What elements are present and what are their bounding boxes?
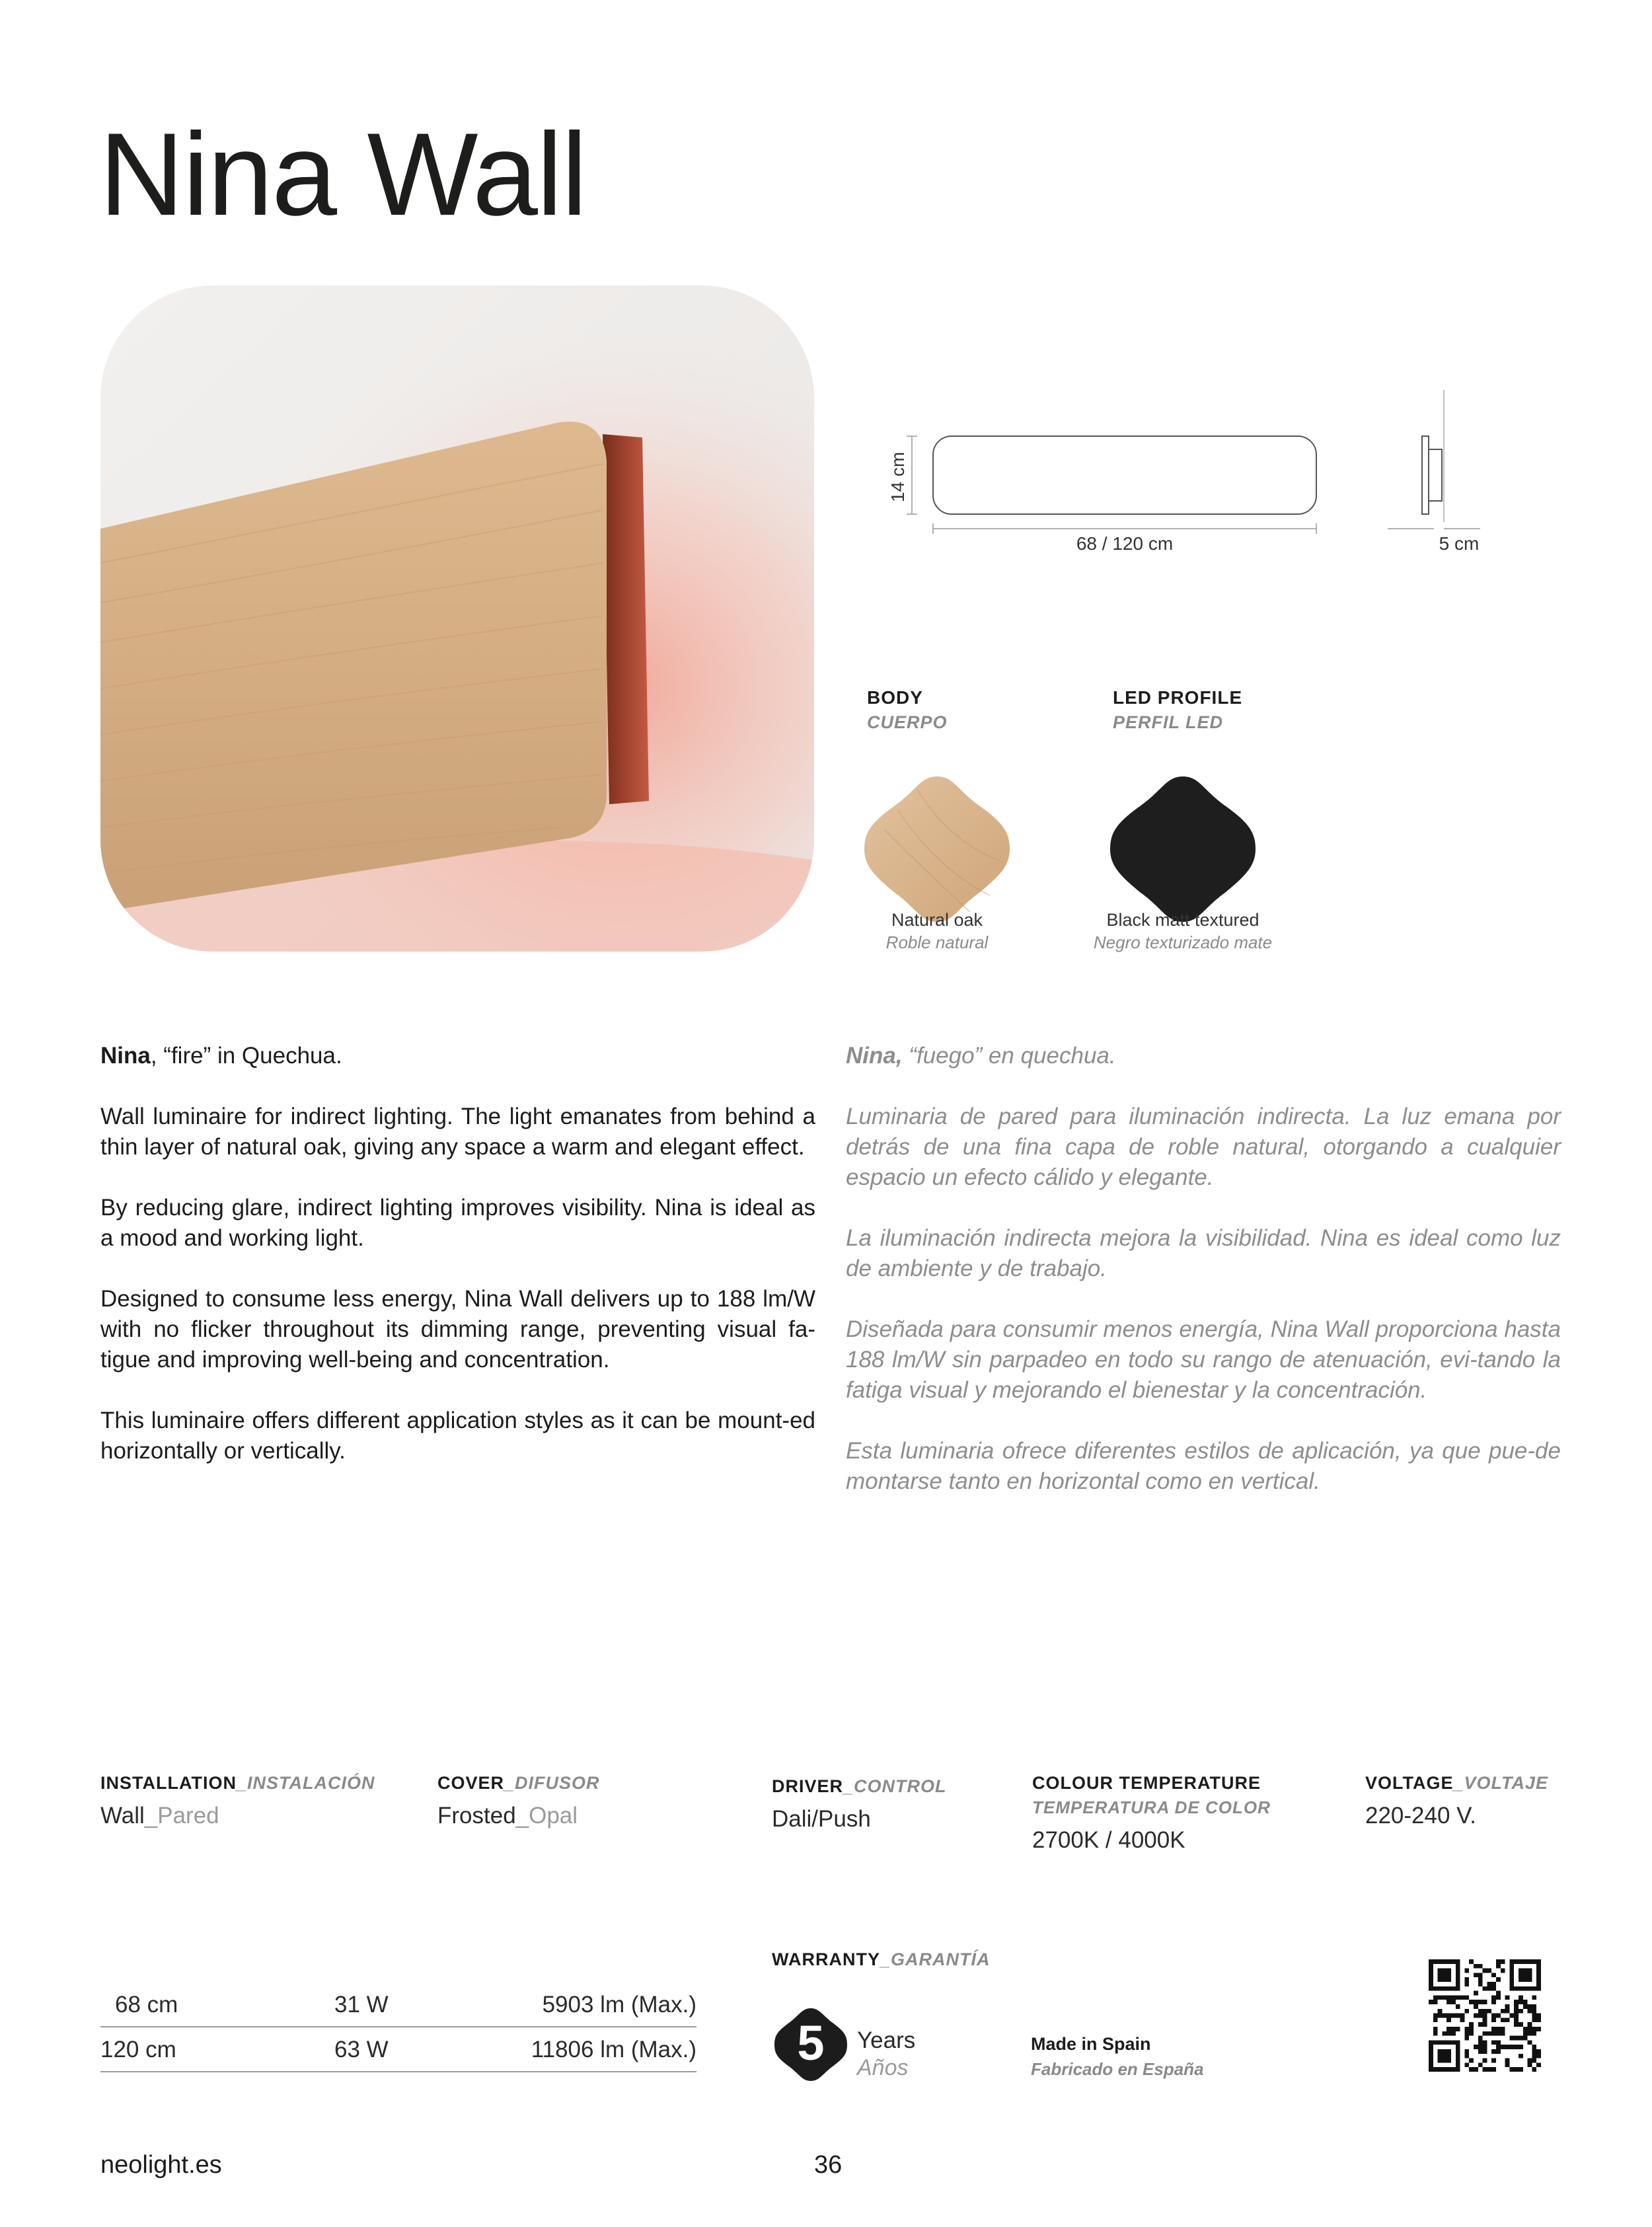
- table-row: [100, 1982, 696, 2027]
- material-name: Black matt textured: [1106, 910, 1259, 930]
- material-heading: BODY: [867, 687, 923, 708]
- model-power: 31 W: [334, 1992, 389, 2018]
- spec-value-es: _Opal: [515, 1803, 578, 1829]
- material-name-es: Negro texturizado mate: [1093, 932, 1273, 952]
- spec-cover: [437, 1773, 600, 1829]
- dimension-drawing: [872, 383, 1546, 582]
- dimension-depth: 5 cm: [1439, 533, 1480, 554]
- model-flux: 5903 lm (Max.): [542, 1992, 696, 2018]
- model-size: 120 cm: [100, 2037, 176, 2062]
- warranty-label: [772, 1949, 991, 1970]
- material-name-es: Roble natural: [885, 932, 989, 952]
- paragraph: Designed to consume less energy, Nina Wall delivers up to 188 lm/W with no flicker throughout its dimming range, preventing visual fa-tigue and improving well-being and concentration.: [100, 1286, 815, 1373]
- intro-text: “fuego” en quechua.: [902, 1043, 1116, 1069]
- spec-label: DRIVER: [772, 1776, 844, 1796]
- oak-swatch: [858, 770, 1016, 928]
- intro-name: Nina: [100, 1043, 151, 1069]
- paragraph: Wall luminaire for indirect lighting. The light emanates from behind a thin layer of natural oak, giving any space a warm and elegant effect.: [100, 1104, 815, 1160]
- model-flux: 11806 lm (Max.): [531, 2037, 696, 2062]
- spec-label: INSTALLATION: [100, 1773, 237, 1793]
- spec-label: VOLTAGE: [1365, 1773, 1454, 1793]
- warranty-years: Years: [857, 2027, 916, 2053]
- qr-code: [1429, 1959, 1541, 2072]
- spec-label-es: TEMPERATURA DE COLOR: [1032, 1797, 1271, 1817]
- paragraph: Esta luminaria ofrece diferentes estilos de aplicación, ya que pue-de montarse tanto en horizontal como en vertical.: [846, 1438, 1561, 1494]
- footer-url: neolight.es: [100, 2151, 222, 2179]
- material-heading: LED PROFILE: [1113, 687, 1243, 708]
- product-photo: [100, 285, 814, 952]
- material-heading-es: PERFIL LED: [1113, 712, 1224, 732]
- model-power: 63 W: [334, 2037, 389, 2062]
- made-in-es: Fabricado en España: [1031, 2059, 1204, 2079]
- model-size: 68 cm: [115, 1992, 178, 2018]
- material-name: Natural oak: [891, 910, 983, 930]
- side-view-outline: [1422, 390, 1444, 522]
- spec-label-es: _DIFUSOR: [504, 1773, 600, 1793]
- spec-label-es: _VOLTAJE: [1453, 1773, 1549, 1793]
- model-table: [100, 1982, 696, 2072]
- warranty-badge-icon: [772, 2006, 850, 2084]
- made-in: Made in Spain: [1031, 2034, 1151, 2054]
- spec-installation: [100, 1773, 375, 1829]
- spec-value: 220-240 V.: [1365, 1803, 1477, 1829]
- spec-value: 2700K / 4000K: [1032, 1827, 1185, 1853]
- warranty-label-en: WARRANTY: [772, 1949, 880, 1969]
- intro-name: Nina,: [846, 1043, 903, 1069]
- spec-value: Dali/Push: [772, 1806, 871, 1832]
- intro-text: , “fire” in Quechua.: [150, 1043, 342, 1069]
- page-title: Nina Wall: [99, 108, 587, 240]
- spec-colour-temperature: [1032, 1773, 1271, 1854]
- spec-label-es: _INSTALACIÓN: [236, 1773, 375, 1793]
- warranty-label-es: _GARANTÍA: [880, 1949, 991, 1969]
- material-led-profile: [1113, 687, 1242, 733]
- spec-label: COVER: [437, 1773, 505, 1793]
- warranty-years-number: 5: [797, 2016, 825, 2070]
- paragraph: La iluminación indirecta mejora la visibilidad. Nina es ideal como luz de ambiente y de trabajo.: [846, 1225, 1561, 1281]
- spec-voltage: [1365, 1773, 1548, 1829]
- front-view-outline: [933, 436, 1316, 514]
- spec-value-es: _Pared: [144, 1803, 219, 1829]
- spec-value: Frosted: [437, 1803, 516, 1829]
- table-row: [100, 2027, 696, 2072]
- warranty-years-es: Años: [857, 2055, 909, 2080]
- description-english: [100, 1041, 815, 1497]
- paragraph: By reducing glare, indirect lighting improves visibility. Nina is ideal as a mood and working light.: [100, 1195, 815, 1251]
- dimension-height: 14 cm: [887, 451, 908, 502]
- page-number: 36: [814, 2151, 843, 2179]
- material-heading-es: CUERPO: [867, 712, 948, 732]
- material-body: [867, 687, 948, 733]
- description-spanish: [846, 1041, 1561, 1527]
- dimension-length: 68 / 120 cm: [1076, 533, 1174, 554]
- paragraph: Luminaria de pared para iluminación indirecta. La luz emana por detrás de una fina capa de roble natural, otorgando a cualquier espacio un efecto cálido y elegante.: [846, 1104, 1561, 1190]
- spec-label: COLOUR TEMPERATURE: [1032, 1773, 1261, 1793]
- spec-label-es: _CONTROL: [843, 1776, 947, 1796]
- paragraph: Diseñada para consumir menos energía, Nina Wall proporciona hasta 188 lm/W sin parpadeo en todo su rango de atenuación, evi-tando la fatiga visual y mejorando el bienestar y la concentración.: [846, 1316, 1561, 1403]
- paragraph: This luminaire offers different application styles as it can be mount-ed horizontally or vertically.: [100, 1408, 815, 1464]
- spec-value: Wall: [100, 1803, 145, 1829]
- spec-driver: [772, 1776, 947, 1832]
- black-swatch: [1104, 770, 1262, 928]
